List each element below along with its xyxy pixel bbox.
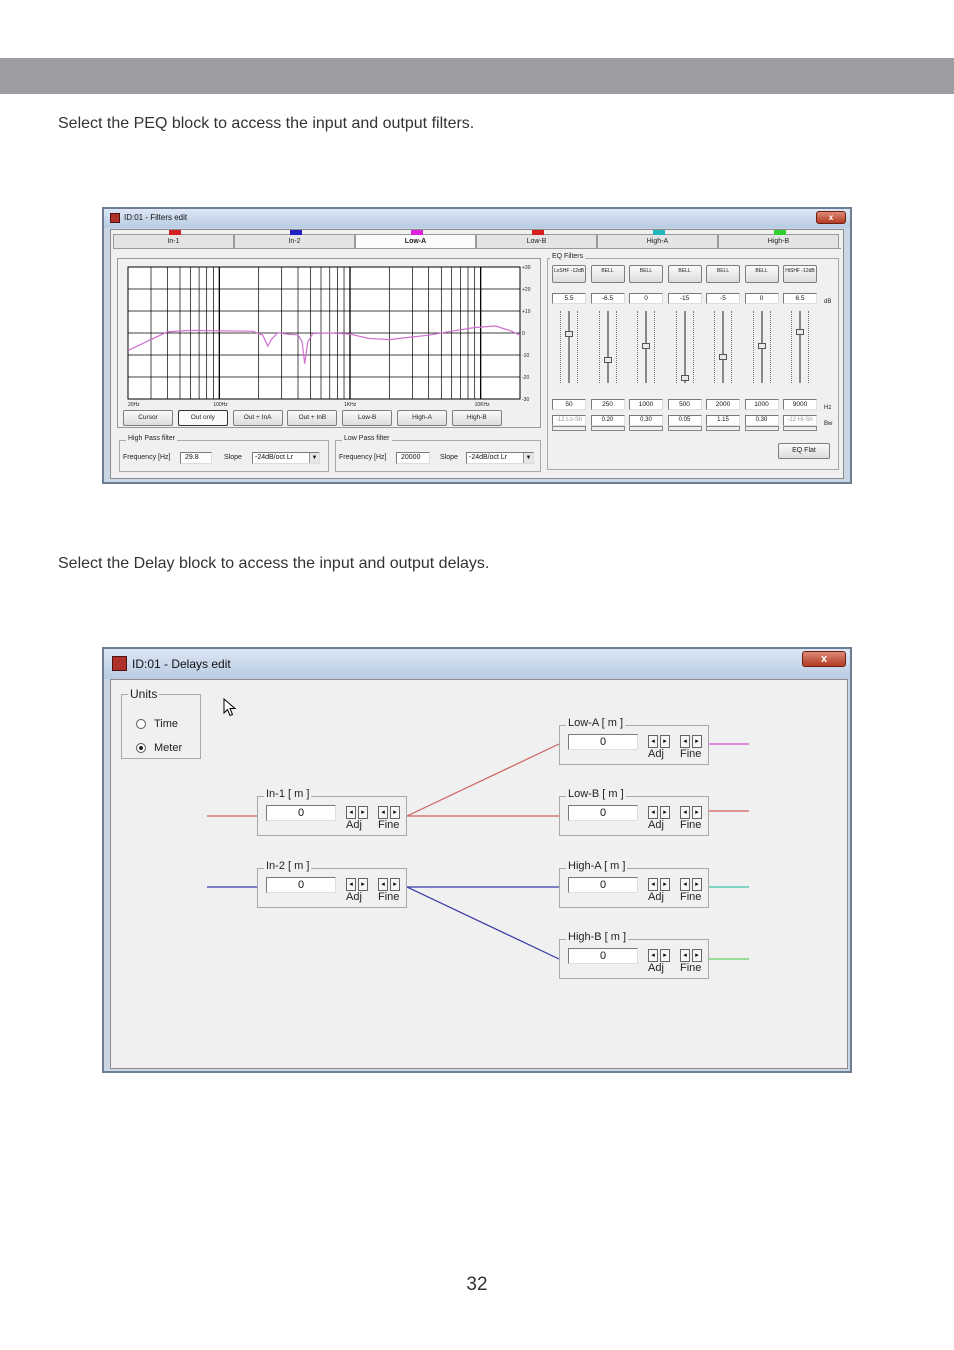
- arrow-right-icon[interactable]: ▸: [358, 806, 368, 819]
- high-a-delay-group: [559, 860, 709, 908]
- arrow-left-icon[interactable]: ◂: [378, 878, 388, 891]
- response-graph-panel: [117, 258, 541, 428]
- filters-title-bar: [104, 209, 850, 228]
- hp-slope-label: Slope: [224, 454, 242, 461]
- eq-frequency-input[interactable]: 1000: [629, 399, 663, 410]
- filters-window-title: ID:01 - Filters edit: [124, 213, 188, 222]
- view-button-cursor[interactable]: Cursor: [123, 410, 173, 426]
- low-pass-legend: Low Pass filter: [344, 435, 390, 442]
- tab-low-b[interactable]: [476, 234, 597, 248]
- eq-q-input[interactable]: 0.20: [591, 415, 625, 426]
- slider-thumb[interactable]: [719, 354, 727, 360]
- arrow-right-icon[interactable]: ▸: [692, 735, 702, 748]
- header-bar: [0, 58, 954, 94]
- eq-frequency-input[interactable]: 250: [591, 399, 625, 410]
- mouse-cursor-icon: [223, 698, 237, 718]
- arrow-right-icon[interactable]: ▸: [660, 878, 670, 891]
- low-b-delay-group: [559, 788, 709, 836]
- tab-color-marker: [532, 230, 544, 235]
- arrow-left-icon[interactable]: ◂: [648, 806, 658, 819]
- peq-intro-text: Select the PEQ block to access the input and output filters.: [58, 115, 475, 132]
- y-tick-label: +20: [522, 287, 531, 293]
- eq-frequency-input[interactable]: 50: [552, 399, 586, 410]
- units-group: [121, 687, 201, 759]
- page-number: 32: [466, 1274, 488, 1295]
- arrow-right-icon[interactable]: ▸: [390, 806, 400, 819]
- gain-unit-label: dB: [824, 299, 832, 305]
- y-tick-label: -20: [522, 375, 530, 381]
- eq-q-scrollbar[interactable]: [552, 426, 586, 431]
- view-button-high-a[interactable]: High-A: [397, 410, 447, 426]
- adj-label: Adj: [346, 819, 362, 831]
- y-tick-label: +10: [522, 309, 531, 315]
- lp-frequency-label: Frequency [Hz]: [339, 454, 387, 461]
- low-b-delay-input[interactable]: 0: [568, 805, 638, 821]
- y-tick-label: 0: [522, 331, 525, 337]
- eq-q-input[interactable]: -12 Hi-Sh: [783, 415, 817, 426]
- view-button-high-b[interactable]: High-B: [452, 410, 502, 426]
- high-b-delay-group: [559, 931, 709, 979]
- eq-frequency-input[interactable]: 9000: [783, 399, 817, 410]
- y-tick-label: +30: [522, 265, 531, 271]
- arrow-left-icon[interactable]: ◂: [648, 949, 658, 962]
- lp-slope-select[interactable]: [466, 452, 534, 464]
- close-icon[interactable]: x: [816, 211, 846, 224]
- slider-ticks: [791, 311, 809, 383]
- radio-label: Meter: [154, 742, 183, 754]
- tab-color-marker: [411, 230, 423, 235]
- fine-label: Fine: [680, 891, 702, 903]
- eq-gain-input[interactable]: 0: [745, 293, 779, 304]
- eq-band-type-button[interactable]: BELL: [591, 265, 625, 283]
- freq-unit-label: Hz: [824, 405, 832, 411]
- routing-lines: [111, 680, 849, 1070]
- x-tick-label: 100Hz: [213, 402, 228, 408]
- app-icon: [110, 213, 120, 223]
- view-button-out-only[interactable]: Out only: [178, 410, 228, 426]
- fine-spinner[interactable]: [680, 806, 702, 819]
- slider-ticks: [560, 311, 578, 383]
- eq-gain-slider[interactable]: [783, 309, 817, 389]
- eq-band-type-button[interactable]: BELL: [706, 265, 740, 283]
- in-2-delay-group: [257, 860, 407, 908]
- eq-q-scrollbar[interactable]: [745, 426, 779, 431]
- fine-spinner[interactable]: [680, 735, 702, 748]
- eq-q-scrollbar[interactable]: [591, 426, 625, 431]
- close-icon[interactable]: x: [802, 651, 846, 667]
- tab-low-a[interactable]: [355, 234, 476, 248]
- adj-label: Adj: [346, 891, 362, 903]
- lp-slope-value: -24dB/oct Lr: [469, 454, 508, 461]
- eq-gain-slider[interactable]: [591, 309, 625, 389]
- slider-thumb[interactable]: [642, 343, 650, 349]
- slider-thumb[interactable]: [565, 331, 573, 337]
- in-2-to-high-b-line: [407, 887, 559, 959]
- eq-gain-input[interactable]: 6.5: [783, 293, 817, 304]
- tab-underline: [113, 248, 841, 249]
- units-legend: Units: [130, 687, 158, 701]
- tab-in-1[interactable]: [113, 234, 234, 248]
- delays-client: [110, 679, 848, 1069]
- tab-color-marker: [290, 230, 302, 235]
- eq-gain-slider[interactable]: [629, 309, 663, 389]
- tab-high-a[interactable]: [597, 234, 718, 248]
- eq-band-type-button[interactable]: BELL: [745, 265, 779, 283]
- hp-frequency-label: Frequency [Hz]: [123, 454, 171, 461]
- chevron-down-icon[interactable]: ▼: [523, 453, 533, 463]
- lp-slope-label: Slope: [440, 454, 458, 461]
- eq-gain-slider[interactable]: [706, 309, 740, 389]
- eq-flat-button[interactable]: EQ Flat: [778, 443, 830, 459]
- eq-gain-slider[interactable]: [668, 309, 702, 389]
- lp-frequency-input[interactable]: 20000: [396, 452, 430, 464]
- chevron-down-icon[interactable]: ▼: [309, 453, 319, 463]
- delays-edit-window: [102, 647, 852, 1073]
- view-button-out-inb[interactable]: Out + InB: [287, 410, 337, 426]
- adj-spinner[interactable]: [648, 735, 670, 748]
- tab-label: Low-A: [404, 238, 427, 245]
- in-1-delay-legend: In-1 [ m ]: [266, 788, 310, 800]
- fine-spinner[interactable]: [378, 878, 400, 891]
- slider-thumb[interactable]: [796, 329, 804, 335]
- radio-dot: [139, 746, 143, 750]
- high-a-delay-input[interactable]: 0: [568, 877, 638, 893]
- adj-spinner[interactable]: [648, 949, 670, 962]
- eq-frequency-input[interactable]: 500: [668, 399, 702, 410]
- eq-gain-slider[interactable]: [745, 309, 779, 389]
- eq-band-type-button[interactable]: BELL: [629, 265, 663, 283]
- adj-spinner[interactable]: [648, 806, 670, 819]
- in-2-delay-input[interactable]: 0: [266, 877, 336, 893]
- adj-spinner[interactable]: [346, 878, 368, 891]
- delay-intro-text: Select the Delay block to access the input and output delays.: [58, 555, 490, 572]
- tab-color-marker: [774, 230, 786, 235]
- fine-label: Fine: [378, 819, 400, 831]
- arrow-right-icon[interactable]: ▸: [692, 878, 702, 891]
- adj-label: Adj: [648, 819, 664, 831]
- arrow-right-icon[interactable]: ▸: [660, 806, 670, 819]
- delays-window-title: ID:01 - Delays edit: [132, 657, 231, 671]
- slider-thumb[interactable]: [604, 357, 612, 363]
- tab-label: High-B: [767, 238, 790, 245]
- eq-q-input[interactable]: 0.30: [629, 415, 663, 426]
- radio-button[interactable]: [136, 719, 146, 729]
- arrow-left-icon[interactable]: ◂: [648, 735, 658, 748]
- eq-frequency-input[interactable]: 1000: [745, 399, 779, 410]
- frequency-response-graph: [118, 259, 542, 429]
- arrow-right-icon[interactable]: ▸: [660, 735, 670, 748]
- q-unit-label: Bw: [824, 421, 833, 427]
- eq-q-scrollbar[interactable]: [629, 426, 663, 431]
- arrow-left-icon[interactable]: ◂: [680, 806, 690, 819]
- high-pass-legend: High Pass filter: [128, 435, 176, 442]
- tab-high-b[interactable]: [718, 234, 839, 248]
- eq-q-scrollbar[interactable]: [668, 426, 702, 431]
- arrow-left-icon[interactable]: ◂: [648, 878, 658, 891]
- slider-ticks: [714, 311, 732, 383]
- low-a-delay-legend: Low-A [ m ]: [568, 717, 624, 729]
- adj-label: Adj: [648, 748, 664, 760]
- eq-q-input[interactable]: 0.05: [668, 415, 702, 426]
- tab-label: In-1: [167, 238, 180, 245]
- view-button-low-b[interactable]: Low-B: [342, 410, 392, 426]
- high-b-delay-legend: High-B [ m ]: [568, 931, 627, 943]
- in-2-delay-legend: In-2 [ m ]: [266, 860, 310, 872]
- low-b-delay-legend: Low-B [ m ]: [568, 788, 624, 800]
- view-button-out-ina[interactable]: Out + InA: [233, 410, 283, 426]
- arrow-left-icon[interactable]: ◂: [346, 806, 356, 819]
- fine-label: Fine: [680, 819, 702, 831]
- units-option-time[interactable]: [136, 717, 178, 731]
- eq-gain-input[interactable]: -15: [668, 293, 702, 304]
- x-tick-label: 10KHz: [474, 402, 490, 408]
- arrow-right-icon[interactable]: ▸: [358, 878, 368, 891]
- eq-frequency-input[interactable]: 2000: [706, 399, 740, 410]
- arrow-right-icon[interactable]: ▸: [692, 806, 702, 819]
- adj-spinner[interactable]: [648, 878, 670, 891]
- fine-spinner[interactable]: [680, 878, 702, 891]
- eq-q-input[interactable]: -12 Lo-Sh: [552, 415, 586, 426]
- hp-slope-select[interactable]: [252, 452, 320, 464]
- y-tick-label: -30: [522, 397, 530, 403]
- eq-q-input[interactable]: 1.15: [706, 415, 740, 426]
- x-tick-label: 1KHz: [343, 402, 357, 408]
- eq-gain-input[interactable]: -5: [706, 293, 740, 304]
- eq-gain-input[interactable]: 5.5: [552, 293, 586, 304]
- eq-band-type-button[interactable]: HiSHF -12dB: [783, 265, 817, 283]
- hp-frequency-input[interactable]: 29.8: [180, 452, 212, 464]
- radio-label: Time: [154, 718, 179, 730]
- tab-label: In-2: [288, 238, 301, 245]
- y-tick-label: -10: [522, 353, 530, 359]
- slider-thumb[interactable]: [681, 375, 689, 381]
- fine-label: Fine: [378, 891, 400, 903]
- tab-label: Low-B: [526, 238, 547, 245]
- in-1-delay-input[interactable]: 0: [266, 805, 336, 821]
- fine-label: Fine: [680, 962, 702, 974]
- adj-label: Adj: [648, 962, 664, 974]
- x-tick-label: 20Hz: [128, 402, 140, 408]
- eq-gain-input[interactable]: 0: [629, 293, 663, 304]
- arrow-right-icon[interactable]: ▸: [390, 878, 400, 891]
- arrow-right-icon[interactable]: ▸: [660, 949, 670, 962]
- eq-q-scrollbar[interactable]: [783, 426, 817, 431]
- low-pass-group: [335, 435, 541, 472]
- slider-ticks: [599, 311, 617, 383]
- slider-ticks: [676, 311, 694, 383]
- units-option-meter[interactable]: [136, 741, 182, 755]
- arrow-left-icon[interactable]: ◂: [346, 878, 356, 891]
- app-icon: [112, 656, 127, 671]
- eq-filters-group: [547, 253, 839, 470]
- tab-label: High-A: [646, 238, 669, 245]
- tab-color-marker: [169, 230, 181, 235]
- arrow-left-icon[interactable]: ◂: [680, 735, 690, 748]
- tab-in-2[interactable]: [234, 234, 355, 248]
- arrow-left-icon[interactable]: ◂: [680, 878, 690, 891]
- arrow-right-icon[interactable]: ▸: [692, 949, 702, 962]
- low-a-delay-input[interactable]: 0: [568, 734, 638, 750]
- low-a-delay-group: [559, 717, 709, 765]
- in-1-delay-group: [257, 788, 407, 836]
- fine-spinner[interactable]: [378, 806, 400, 819]
- fine-label: Fine: [680, 748, 702, 760]
- arrow-left-icon[interactable]: ◂: [680, 949, 690, 962]
- tab-color-marker: [653, 230, 665, 235]
- eq-band-type-button[interactable]: BELL: [668, 265, 702, 283]
- slider-thumb[interactable]: [758, 343, 766, 349]
- eq-band-type-button[interactable]: LoSHF -12dB: [552, 265, 586, 283]
- radio-button[interactable]: [136, 743, 146, 753]
- adj-label: Adj: [648, 891, 664, 903]
- eq-q-input[interactable]: 0.30: [745, 415, 779, 426]
- fine-spinner[interactable]: [680, 949, 702, 962]
- high-b-delay-input[interactable]: 0: [568, 948, 638, 964]
- filters-client: [110, 229, 844, 479]
- adj-spinner[interactable]: [346, 806, 368, 819]
- filters-edit-window: [102, 207, 852, 484]
- delays-title-bar: [104, 649, 850, 679]
- in-1-to-low-a-line: [407, 744, 559, 816]
- high-a-delay-legend: High-A [ m ]: [568, 860, 626, 872]
- hp-slope-value: -24dB/oct Lr: [255, 454, 294, 461]
- eq-filters-legend: EQ Filters: [552, 253, 584, 260]
- eq-gain-slider[interactable]: [552, 309, 586, 389]
- arrow-left-icon[interactable]: ◂: [378, 806, 388, 819]
- eq-q-scrollbar[interactable]: [706, 426, 740, 431]
- eq-gain-input[interactable]: -6.5: [591, 293, 625, 304]
- high-pass-group: [119, 435, 329, 472]
